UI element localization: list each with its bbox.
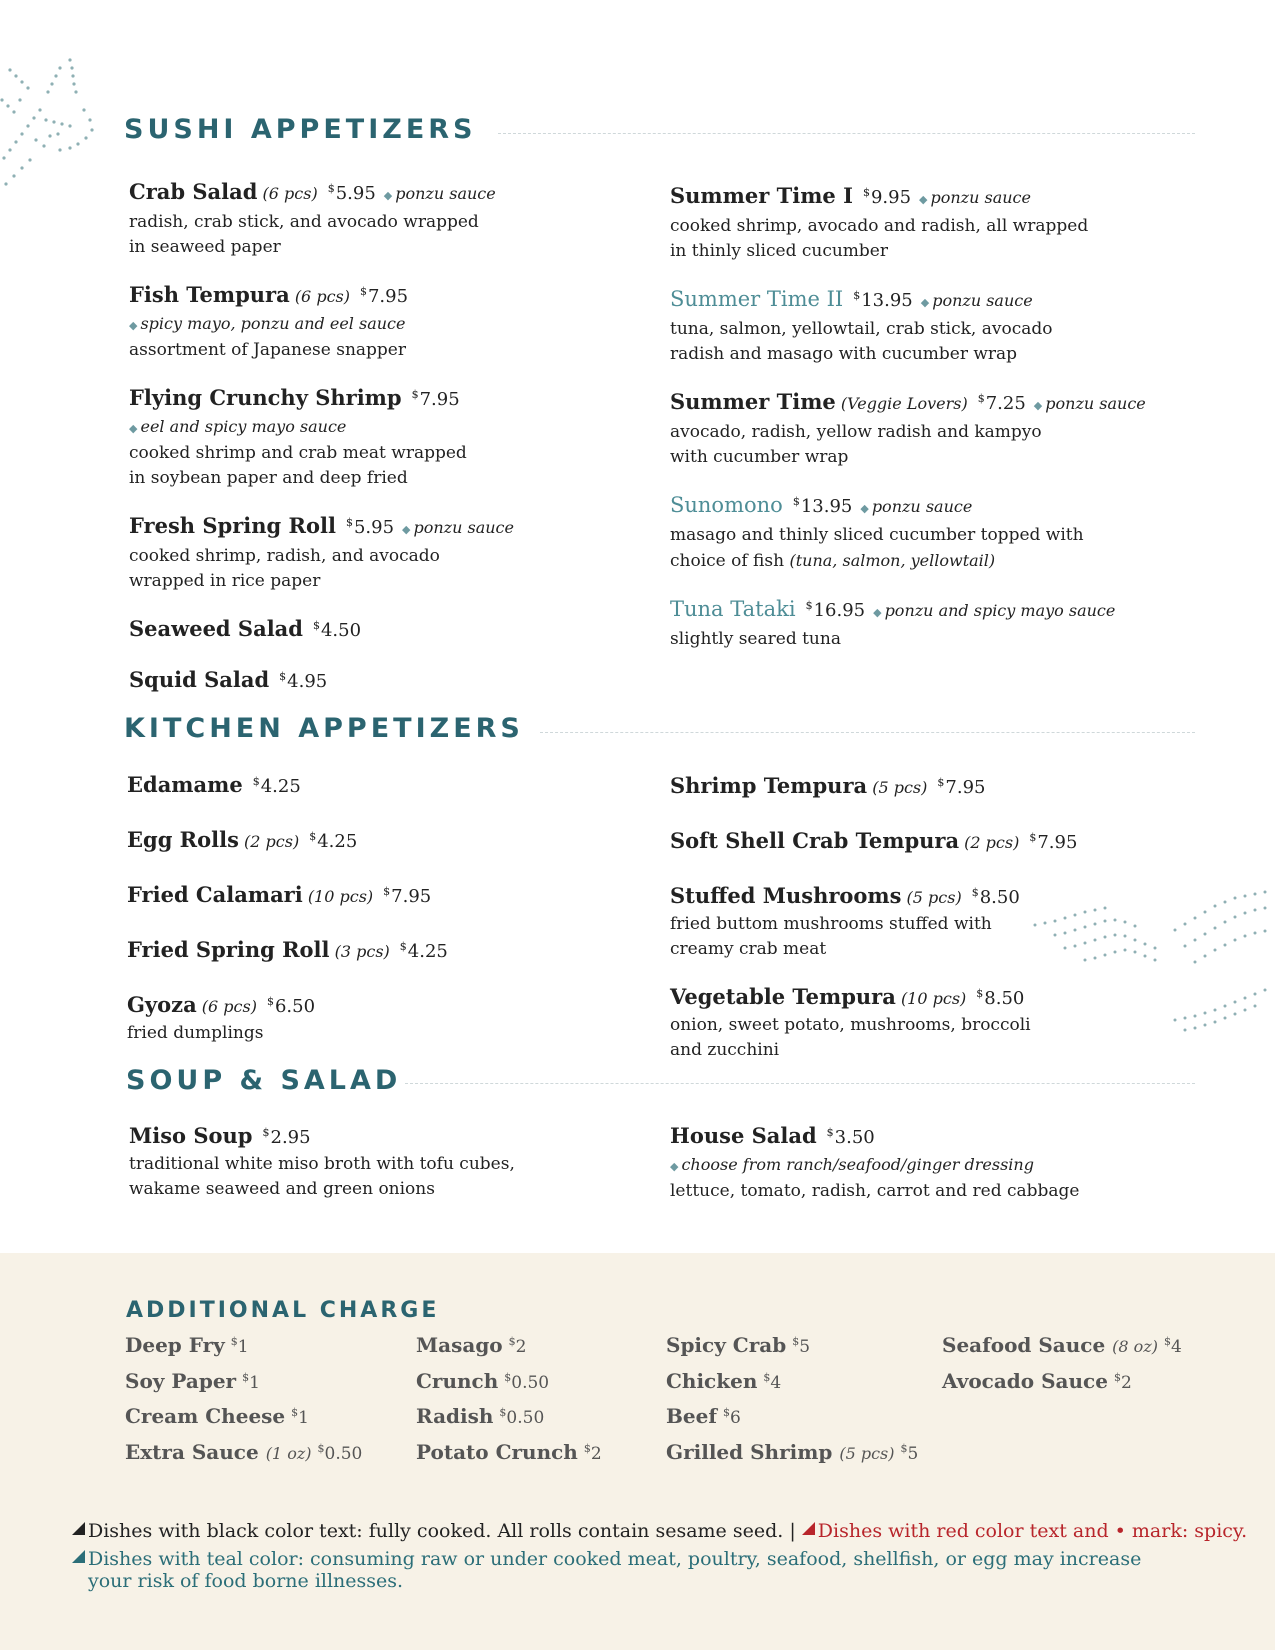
item-name: Fried Calamari — [127, 882, 303, 907]
item-sauce: ponzu sauce — [932, 291, 1033, 310]
diamond-icon: ◆ — [920, 296, 930, 309]
item-name: Crab Salad — [129, 179, 258, 204]
addon-item: Seafood Sauce (8 oz) $4 — [942, 1333, 1182, 1357]
item-name: Sunomono — [670, 493, 783, 517]
item-name: Summer Time — [670, 389, 836, 414]
item-price: 4.50 — [320, 620, 362, 641]
addon-size: (1 oz) — [265, 1443, 312, 1463]
item-description: assortment of Japanese snapper — [129, 340, 406, 360]
item-name: Tuna Tataki — [670, 597, 796, 621]
addon-name: Spicy Crab — [666, 1333, 787, 1357]
item-pieces: (2 pcs) — [964, 833, 1020, 852]
menu-item: Summer Time I $9.95 ◆ ponzu sauce cooked shrimp, avocado and radish, all wrapped in thinly sliced cucumber — [670, 179, 1250, 264]
item-pieces: (6 pcs) — [201, 997, 257, 1016]
addon-name: Soy Paper — [125, 1368, 237, 1393]
menu-item: Squid Salad $4.95 — [129, 667, 328, 692]
item-price: 4.25 — [407, 941, 448, 962]
soup-left-column — [129, 1119, 629, 1220]
menu-item: Fresh Spring Roll $5.95 ◆ ponzu sauce cooked shrimp, radish, and avocado wrapped in rice paper — [129, 509, 629, 594]
item-sauce: ponzu sauce — [395, 184, 496, 203]
menu-item: Tuna Tataki $16.95 ◆ ponzu and spicy mayo sauce slightly seared tuna — [670, 592, 1250, 652]
item-description: radish, crab stick, and avocado wrapped — [129, 212, 479, 232]
item-description: cooked shrimp, avocado and radish, all wrapped — [670, 216, 1089, 236]
legend-cooked: Dishes with black color text: fully cooked. All rolls contain sesame seed. — [88, 1520, 784, 1542]
sushi-left-column — [129, 175, 629, 714]
item-name: Gyoza — [127, 992, 197, 1017]
addon-name: Radish — [416, 1404, 494, 1428]
diamond-icon: ◆ — [1033, 399, 1043, 412]
item-price: 7.95 — [945, 777, 986, 798]
item-name: Summer Time II — [670, 287, 844, 311]
item-pieces: (5 pcs) — [906, 888, 962, 907]
item-description: wakame seaweed and green onions — [129, 1179, 435, 1199]
item-description: with cucumber wrap — [670, 447, 849, 467]
addon-price: 2 — [515, 1337, 527, 1357]
addon-item: Grilled Shrimp (5 pcs) $5 — [666, 1439, 919, 1464]
item-sauce: spicy mayo, ponzu and eel sauce — [140, 314, 406, 333]
menu-item: Soft Shell Crab Tempura (2 pcs) $7.95 — [670, 828, 1078, 853]
item-description: and zucchini — [670, 1040, 780, 1060]
menu-item: Miso Soup $2.95 traditional white miso broth with tofu cubes, wakame seaweed and green onions — [129, 1119, 629, 1202]
item-name: Miso Soup — [129, 1123, 253, 1148]
item-price: 16.95 — [813, 600, 866, 621]
kitchen-left-column — [127, 768, 627, 1064]
addon-price: 6 — [729, 1408, 741, 1428]
item-name: Stuffed Mushrooms — [670, 883, 902, 908]
addon-price: 1 — [249, 1372, 260, 1393]
addon-price: 4 — [770, 1372, 782, 1393]
item-name: Seaweed Salad — [129, 616, 303, 641]
addon-name: Extra Sauce — [125, 1439, 259, 1464]
addon-price: 2 — [590, 1443, 602, 1464]
item-price: 9.95 — [870, 187, 912, 208]
item-description: wrapped in rice paper — [129, 571, 321, 591]
item-name: Fresh Spring Roll — [129, 513, 336, 538]
item-pieces: (Veggie Lovers) — [840, 394, 968, 413]
menu-item: Fried Calamari (10 pcs) $7.95 — [127, 882, 432, 907]
item-description: slightly seared tuna — [670, 629, 841, 649]
item-pieces: (6 pcs) — [262, 184, 318, 203]
addon-name: Seafood Sauce — [942, 1333, 1106, 1357]
addon-price: 5 — [799, 1337, 811, 1357]
addon-item: Radish $0.50 — [416, 1404, 545, 1428]
item-name: Fish Tempura — [129, 282, 290, 307]
addon-item: Avocado Sauce $2 — [942, 1368, 1132, 1393]
item-description: masago and thinly sliced cucumber topped with — [670, 525, 1084, 545]
addon-item: Deep Fry $1 — [125, 1333, 249, 1357]
menu-item: Summer Time (Veggie Lovers) $7.25 ◆ ponzu sauce avocado, radish, yellow radish and kampyo with cucumber wrap — [670, 385, 1250, 470]
item-price: 5.95 — [335, 183, 376, 204]
item-name: Vegetable Tempura — [670, 984, 896, 1009]
item-description: traditional white miso broth with tofu cubes, — [129, 1154, 515, 1174]
item-price: 7.95 — [367, 286, 409, 307]
additional-column-1 — [125, 1333, 362, 1475]
addon-price: 0.50 — [324, 1443, 363, 1464]
item-name: Fried Spring Roll — [127, 937, 330, 962]
addon-name: Avocado Sauce — [942, 1368, 1108, 1393]
item-name: Summer Time I — [670, 183, 853, 208]
triangle-icon — [72, 1522, 85, 1535]
item-price: 4.95 — [287, 671, 328, 692]
addon-price: 1 — [237, 1337, 249, 1357]
section-rule — [498, 133, 1195, 134]
addon-name: Cream Cheese — [125, 1404, 286, 1428]
section-rule — [405, 1083, 1195, 1084]
section-rule — [540, 732, 1195, 733]
item-description: tuna, salmon, yellowtail, crab stick, avocado — [670, 319, 1053, 339]
menu-item: Egg Rolls (2 pcs) $4.25 — [127, 827, 358, 852]
item-pieces: (10 pcs) — [307, 887, 374, 906]
item-sauce: ponzu sauce — [930, 188, 1031, 207]
item-name: Soft Shell Crab Tempura — [670, 828, 960, 853]
item-price: 3.50 — [834, 1127, 875, 1148]
item-sauce: ponzu sauce — [1045, 394, 1146, 413]
item-name: Egg Rolls — [127, 827, 239, 852]
flower-ornament — [0, 50, 100, 200]
diamond-icon: ◆ — [402, 523, 411, 536]
addon-name: Crunch — [416, 1368, 499, 1393]
menu-item: Crab Salad (6 pcs) $5.95 ◆ ponzu sauce radish, crab stick, and avocado wrapped in seaweed paper — [129, 175, 629, 260]
item-description: in thinly sliced cucumber — [670, 241, 888, 261]
menu-item: Fish Tempura (6 pcs) $7.95 ◆ spicy mayo, ponzu and eel sauce assortment of Japanese snapper — [129, 278, 629, 363]
item-price: 6.50 — [274, 996, 316, 1017]
menu-item: Fried Spring Roll (3 pcs) $4.25 — [127, 937, 448, 962]
addon-price: 5 — [907, 1443, 919, 1464]
legend-separator: | — [789, 1520, 796, 1542]
additional-column-3 — [666, 1333, 918, 1475]
item-name: Edamame — [127, 772, 243, 797]
item-name: Shrimp Tempura — [670, 773, 868, 798]
addon-size: (8 oz) — [1112, 1337, 1158, 1356]
addon-item: Beef $6 — [666, 1404, 741, 1428]
menu-item: Summer Time II $13.95 ◆ ponzu sauce tuna, salmon, yellowtail, crab stick, avocado radish and masago with cucumber wrap — [670, 282, 1250, 367]
addon-price: 1 — [298, 1408, 309, 1428]
item-price: 4.25 — [260, 776, 301, 797]
addon-price: 4 — [1170, 1337, 1182, 1357]
addon-item: Chicken $4 — [666, 1368, 782, 1393]
item-description: in soybean paper and deep fried — [129, 468, 408, 488]
addon-price: 2 — [1120, 1372, 1132, 1393]
diamond-icon: ◆ — [129, 422, 138, 435]
item-description: choice of fish — [670, 551, 785, 571]
addon-item: Spicy Crab $5 — [666, 1333, 811, 1357]
section-title-kitchen: KITCHEN APPETIZERS — [124, 713, 524, 744]
item-description: radish and masago with cucumber wrap — [670, 344, 1018, 364]
legend-line-1 — [72, 1520, 1247, 1542]
item-price: 7.95 — [391, 886, 432, 907]
menu-item: Flying Crunchy Shrimp $7.95 ◆ eel and spicy mayo sauce cooked shrimp and crab meat wrapped in soybean paper and deep fried — [129, 381, 629, 491]
diamond-icon: ◆ — [873, 606, 882, 619]
sushi-right-column — [670, 179, 1250, 670]
legend-raw: Dishes with teal color: consuming raw or under cooked meat, poultry, seafood, shellfish, or egg may increase — [88, 1548, 1142, 1570]
addon-name: Potato Crunch — [416, 1439, 578, 1464]
triangle-icon — [802, 1522, 815, 1535]
item-price: 8.50 — [979, 887, 1020, 908]
addon-item: Crunch $0.50 — [416, 1368, 550, 1393]
addon-name: Deep Fry — [125, 1333, 225, 1357]
item-price: 13.95 — [800, 496, 853, 517]
item-description: lettuce, tomato, radish, carrot and red cabbage — [670, 1181, 1080, 1201]
item-name: Flying Crunchy Shrimp — [129, 385, 402, 410]
addon-item: Extra Sauce (1 oz) $0.50 — [125, 1439, 363, 1464]
item-pieces: (5 pcs) — [872, 778, 928, 797]
item-description: cooked shrimp, radish, and avocado — [129, 546, 440, 566]
section-title-additional: ADDITIONAL CHARGE — [126, 1298, 440, 1323]
addon-name: Grilled Shrimp — [666, 1439, 833, 1464]
item-price: 7.95 — [419, 389, 460, 410]
triangle-icon — [72, 1550, 85, 1563]
item-price: 5.95 — [353, 517, 395, 538]
item-name: Squid Salad — [129, 667, 270, 692]
item-sauce: ponzu sauce — [871, 497, 973, 516]
item-description: fried dumplings — [127, 1023, 264, 1043]
item-price: 2.95 — [270, 1127, 311, 1148]
menu-item: Stuffed Mushrooms (5 pcs) $8.50 fried buttom mushrooms stuffed with creamy crab meat — [670, 879, 1090, 962]
item-description: in seaweed paper — [129, 237, 281, 257]
addon-name: Beef — [666, 1404, 717, 1428]
menu-item: House Salad $3.50 ◆ choose from ranch/seafood/ginger dressing lettuce, tomato, radish, carrot and red cabbage — [670, 1119, 1250, 1204]
menu-item: Shrimp Tempura (5 pcs) $7.95 — [670, 773, 986, 798]
additional-column-4 — [942, 1333, 1182, 1404]
addon-name: Chicken — [666, 1368, 758, 1393]
menu-item: Gyoza (6 pcs) $6.50 fried dumplings — [127, 988, 627, 1046]
item-sauce: eel and spicy mayo sauce — [140, 417, 347, 436]
diamond-icon: ◆ — [860, 502, 869, 515]
legend-spicy: Dishes with red color text and • mark: spicy. — [817, 1520, 1248, 1542]
item-price: 8.50 — [984, 988, 1025, 1009]
menu-item: Seaweed Salad $4.50 — [129, 616, 362, 641]
menu-item: Sunomono $13.95 ◆ ponzu sauce masago and thinly sliced cucumber topped with choice of fish (tuna, salmon, yellowtail) — [670, 488, 1250, 574]
legend-line-3: your risk of food borne illnesses. — [88, 1570, 404, 1592]
item-pieces: (6 pcs) — [294, 287, 350, 306]
addon-item: Potato Crunch $2 — [416, 1439, 602, 1464]
diamond-icon: ◆ — [670, 1160, 679, 1173]
addon-price: 0.50 — [511, 1372, 550, 1393]
item-pieces: (10 pcs) — [900, 989, 967, 1008]
menu-item: Vegetable Tempura (10 pcs) $8.50 onion, sweet potato, mushrooms, broccoli and zucchini — [670, 980, 1090, 1063]
additional-column-2 — [416, 1333, 602, 1475]
diamond-icon: ◆ — [383, 189, 393, 202]
item-price: 13.95 — [861, 290, 913, 311]
item-price: 7.95 — [1037, 832, 1078, 853]
item-description-italic: (tuna, salmon, yellowtail) — [789, 551, 996, 570]
addon-item: Soy Paper $1 — [125, 1368, 260, 1393]
item-sauce: ponzu sauce — [413, 518, 514, 537]
section-title-sushi: SUSHI APPETIZERS — [124, 114, 477, 145]
item-price: 4.25 — [317, 831, 358, 852]
kitchen-right-column — [670, 769, 1090, 1081]
item-price: 7.25 — [985, 393, 1026, 414]
soup-right-column — [670, 1119, 1250, 1222]
addon-item: Cream Cheese $1 — [125, 1404, 309, 1428]
item-pieces: (3 pcs) — [334, 942, 390, 961]
addon-size: (5 pcs) — [839, 1443, 895, 1463]
item-name: House Salad — [670, 1123, 817, 1148]
addon-name: Masago — [416, 1333, 503, 1357]
section-title-soup: SOUP & SALAD — [126, 1065, 402, 1096]
menu-item: Edamame $4.25 — [127, 772, 301, 797]
addon-price: 0.50 — [506, 1408, 545, 1428]
item-description: cooked shrimp and crab meat wrapped — [129, 443, 467, 463]
item-pieces: (2 pcs) — [244, 832, 300, 851]
diamond-icon: ◆ — [129, 319, 138, 332]
item-sauce: ponzu and spicy mayo sauce — [884, 601, 1116, 620]
addon-item: Masago $2 — [416, 1333, 527, 1357]
item-description: creamy crab meat — [670, 939, 827, 959]
item-dressing: choose from ranch/seafood/ginger dressing — [681, 1155, 1034, 1174]
item-description: avocado, radish, yellow radish and kampyo — [670, 422, 1042, 442]
diamond-icon: ◆ — [919, 193, 928, 206]
item-description: fried buttom mushrooms stuffed with — [670, 914, 992, 934]
legend-line-2 — [72, 1548, 1141, 1570]
item-description: onion, sweet potato, mushrooms, broccoli — [670, 1015, 1031, 1035]
